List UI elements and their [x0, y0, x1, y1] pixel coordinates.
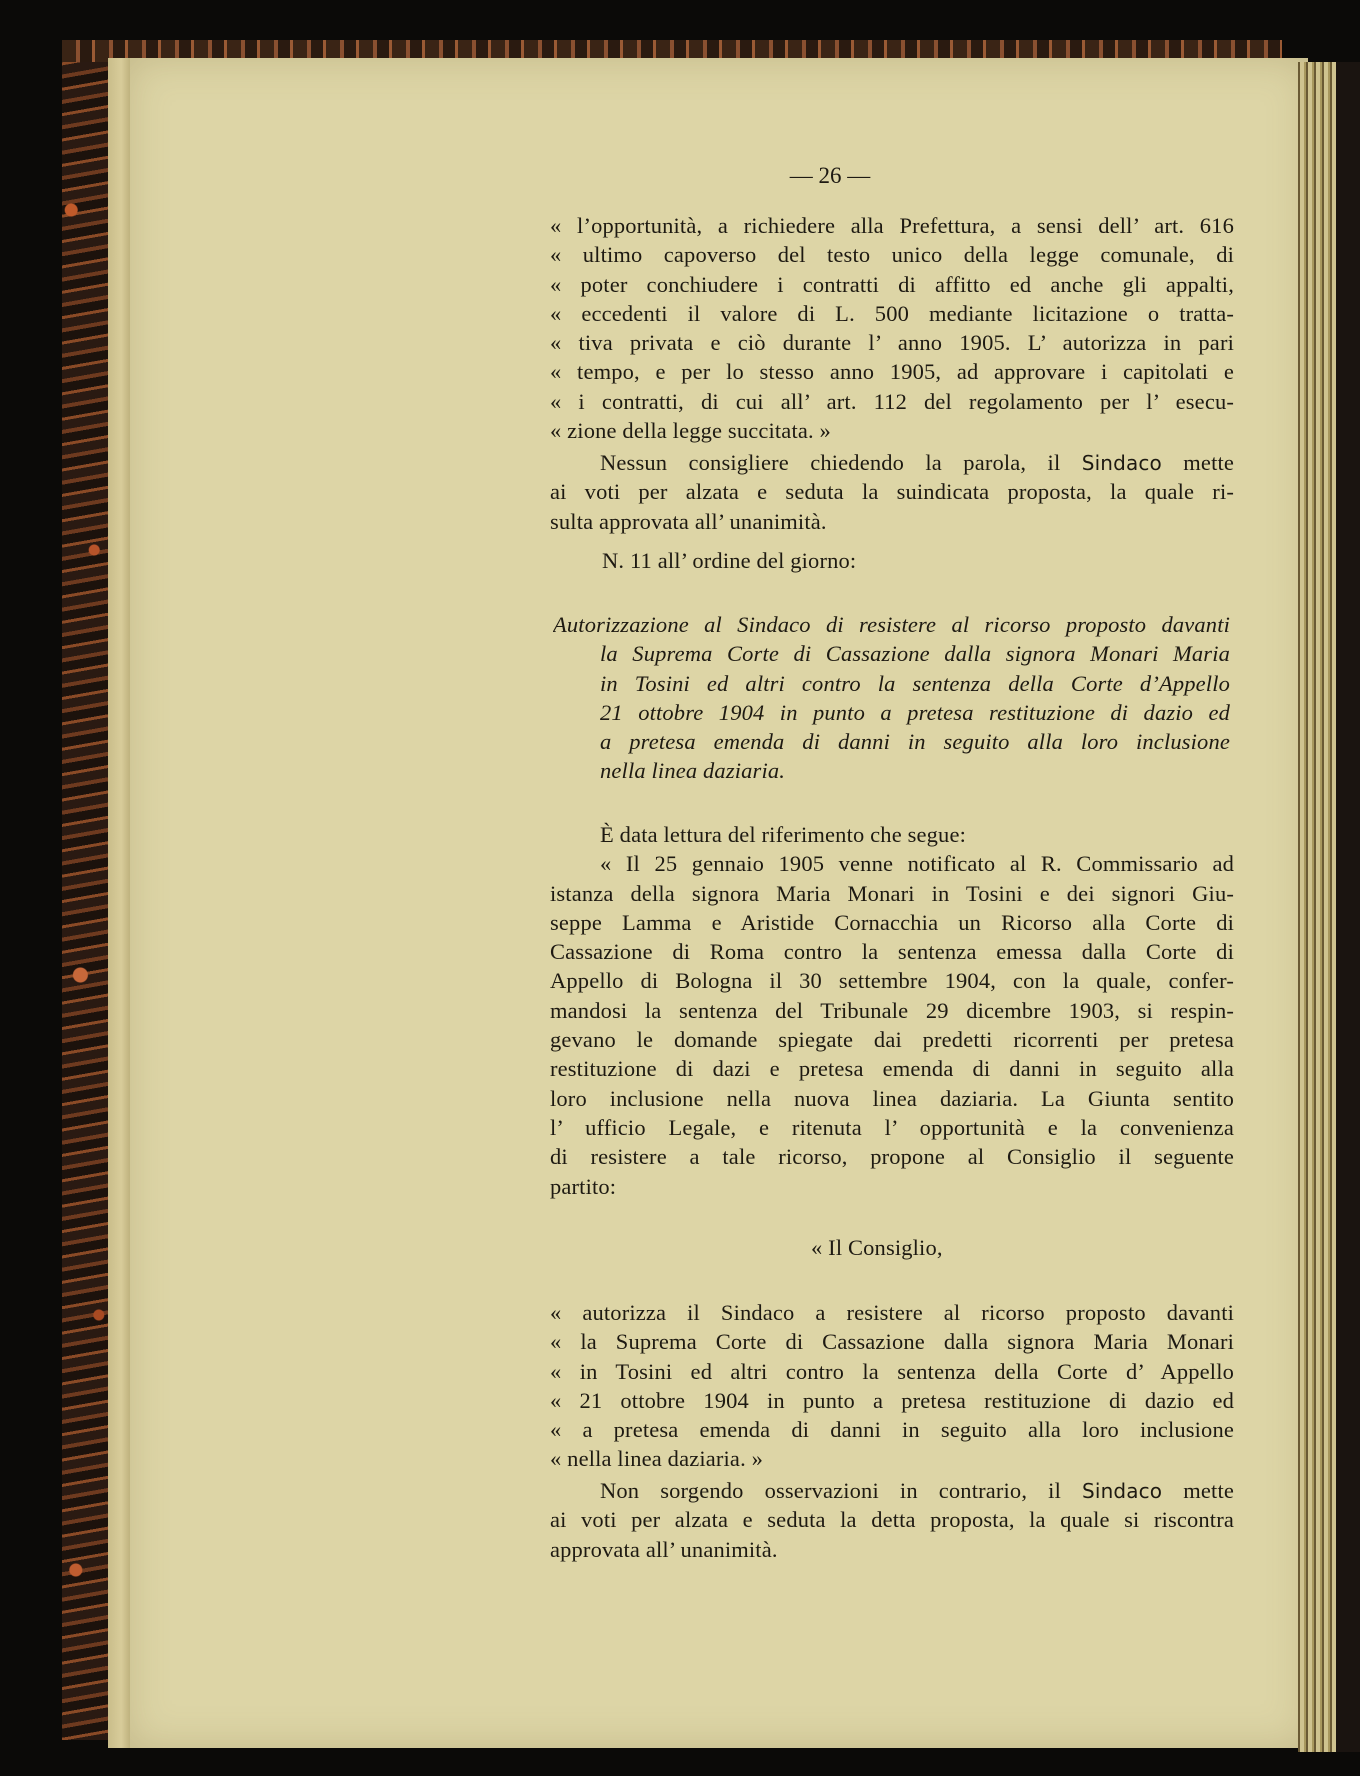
- text-line: ai voti per alzata e seduta la detta proposta, la quale si riscontra: [550, 1507, 1234, 1533]
- text-line: sulta approvata all’ unanimità.: [550, 508, 827, 534]
- text-line: « la Suprema Corte di Cassazione dalla signora Maria Monari: [550, 1329, 1234, 1355]
- text-line: [550, 1476, 1234, 1505]
- text-line: loro inclusione nella nuova linea daziaria. La Giunta sentito: [550, 1085, 1234, 1111]
- text-line: restituzione di dazi e pretesa emenda di danni in seguito alla: [550, 1056, 1234, 1082]
- text-line: seppe Lamma e Aristide Cornacchia un Ricorso alla Corte di: [550, 909, 1234, 935]
- text-line: l’ ufficio Legale, e ritenuta l’ opportunità e la convenienza: [550, 1114, 1234, 1140]
- text-line: « i contratti, di cui all’ art. 112 del regolamento per l’ esecu-: [550, 388, 1234, 414]
- text-line: Appello di Bologna il 30 settembre 1904, con la quale, confer-: [550, 968, 1234, 994]
- text-line: È data lettura del riferimento che segue:: [600, 822, 966, 847]
- page-fore-edge: [108, 58, 130, 1748]
- text-line: « poter conchiudere i contratti di affitto ed anche gli appalti,: [550, 271, 1234, 297]
- paragraph-final-vote: [550, 1476, 1234, 1564]
- text-line: « tiva privata e ciò durante l’ anno 1905. L’ autorizza in pari: [550, 330, 1234, 356]
- text-line: ai voti per alzata e seduta la suindicata proposta, la quale ri-: [550, 479, 1234, 505]
- paragraph-report: [550, 820, 1234, 1201]
- text-line: gevano le domande spiegate dai predetti ricorrenti per pretesa: [550, 1027, 1234, 1053]
- text-line: « a pretesa emenda di danni in seguito alla loro inclusione: [550, 1417, 1234, 1443]
- text-line: « 21 ottobre 1904 in punto a pretesa restituzione di dazio ed: [550, 1387, 1234, 1413]
- paragraph-quoted-continuation: [550, 211, 1234, 445]
- paragraph-resolution: [550, 1298, 1234, 1474]
- council-resolution-title: « Il Consiglio,: [811, 1235, 943, 1260]
- text-line: [550, 448, 1234, 477]
- text-line: partito:: [550, 1173, 617, 1199]
- text-fragment: mette: [1183, 450, 1234, 475]
- text-line: « tempo, e per lo stesso anno 1905, ad approvare i capitolati e: [550, 359, 1234, 385]
- page-stack-edge: [1298, 62, 1336, 1752]
- text-line: « l’opportunità, a richiedere alla Prefettura, a sensi dell’ art. 616: [550, 213, 1234, 238]
- page-number: — 26 —: [789, 163, 871, 188]
- text-line: mandosi la sentenza del Tribunale 29 dicembre 1903, si respin-: [550, 997, 1234, 1023]
- text-line: Cassazione di Roma contro la sentenza emessa dalla Corte di: [550, 939, 1234, 965]
- sindaco-word: Sindaco: [1082, 1479, 1163, 1503]
- heading-line: Autorizzazione al Sindaco di resistere al ricorso proposto davanti: [553, 612, 1230, 637]
- scan-right-margin: [1336, 62, 1360, 1752]
- text-line: « autorizza il Sindaco a resistere al ricorso proposto davanti: [550, 1300, 1234, 1325]
- text-line: « zione della legge succitata. »: [550, 418, 831, 444]
- heading-line: 21 ottobre 1904 in punto a pretesa restituzione di dazio ed: [600, 699, 1230, 725]
- text-line: « ultimo capoverso del testo unico della legge comunale, di: [550, 242, 1234, 268]
- text-line: istanza della signora Maria Monari in Tosini e dei signori Giu-: [550, 880, 1234, 906]
- text-fragment: Non sorgendo osservazioni in contrario, il: [600, 1478, 1061, 1503]
- agenda-item-number: N. 11 all’ ordine del giorno:: [602, 548, 857, 573]
- heading-line: in Tosini ed altri contro la sentenza della Corte d’Appello: [600, 670, 1230, 696]
- paragraph-vote-result: [550, 448, 1234, 536]
- text-line: « Il 25 gennaio 1905 venne notificato al R. Commissario ad: [600, 851, 1234, 877]
- text-fragment: Nessun consigliere chiedendo la parola, il: [600, 450, 1061, 475]
- marbled-binding: [62, 40, 110, 1740]
- agenda-item-heading: [553, 610, 1230, 786]
- text-line: di resistere a tale ricorso, propone al Consiglio il seguente: [550, 1144, 1234, 1170]
- text-fragment: mette: [1183, 1478, 1234, 1503]
- text-line: « eccedenti il valore di L. 500 mediante licitazione o tratta-: [550, 300, 1234, 326]
- heading-line: la Suprema Corte di Cassazione dalla signora Monari Maria: [600, 641, 1230, 667]
- sindaco-word: Sindaco: [1081, 451, 1162, 475]
- text-line: « in Tosini ed altri contro la sentenza della Corte d’ Appello: [550, 1358, 1234, 1384]
- heading-line: a pretesa emenda di danni in seguito alla loro inclusione: [600, 729, 1230, 755]
- heading-line: nella linea daziaria.: [600, 758, 786, 784]
- text-line: « nella linea daziaria. »: [550, 1446, 764, 1472]
- text-line: approvata all’ unanimità.: [550, 1536, 778, 1562]
